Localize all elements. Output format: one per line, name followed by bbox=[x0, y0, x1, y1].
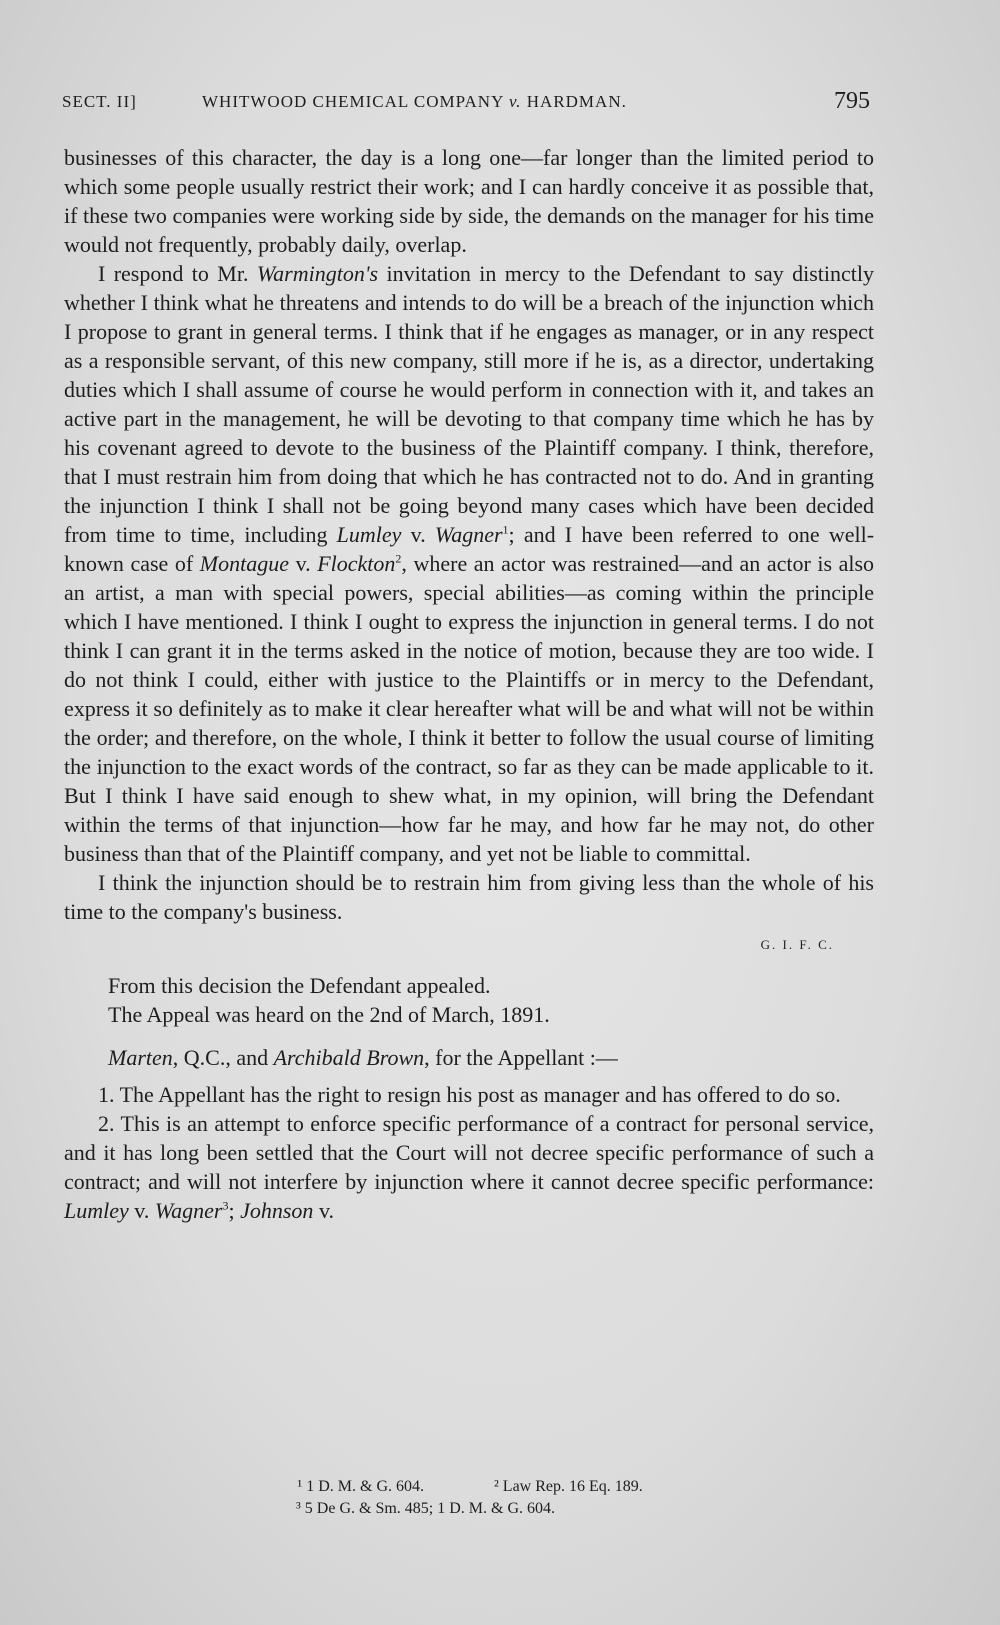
arg2-case2-versus: v. bbox=[318, 1198, 335, 1223]
page-number: 795 bbox=[834, 88, 870, 114]
case-title-plaintiff: WHITWOOD CHEMICAL COMPANY bbox=[202, 92, 504, 111]
p2-case1-versus: v. bbox=[410, 522, 426, 547]
p2-text-b: invitation in mercy to the Defendant to say distinctly whether I think what he threatens and intends to do will be a breach of the injunction which I propose to grant in general terms. I think that if he engages as manager, or in any respect as a responsible servant, of this new company, still more if he is, as a director, undertaking duties which I shall assume of course he would perform in connection with it, and takes an active part in the management, he will be devoting to that company time which he has by his covenant agreed to devote to the business of the Plaintiff company. I think, therefore, that I must restrain him from doing that which he has contracted not to do. And in granting the injunction I think I shall not be going beyond many cases which have been decided from time to time, including bbox=[64, 261, 875, 547]
case-title-versus: v. bbox=[508, 92, 522, 111]
paragraph-1: businesses of this character, the day is a long one—far longer than the limited period to which some people usually restrict their work; and I can hardly conceive it as possible that, if these two companies were working side by side, the demands on the manager for his time would not frequently, probably daily, overlap. bbox=[64, 145, 874, 257]
arg2-case2-party-a: Johnson bbox=[240, 1198, 314, 1223]
argument-1: 1. The Appellant has the right to resign his post as manager and has offered to do so. bbox=[98, 1082, 841, 1107]
paragraph-2 bbox=[64, 259, 874, 868]
footnotes bbox=[64, 1476, 874, 1520]
p2-case2-party-a: Montague bbox=[199, 551, 289, 576]
appeal-line-2: The Appeal was heard on the 2nd of March, 1891. bbox=[108, 1002, 550, 1027]
arg2-text: 2. This is an attempt to enforce specific performance of a contract for personal service, and it has long been settled that the Court will not decree specific performance of such a contract; and will not interfere by injunction where it cannot decree specific performance: bbox=[64, 1111, 874, 1194]
counsel-line bbox=[64, 1043, 874, 1072]
footnote-1: ¹ 1 D. M. & G. 604. bbox=[297, 1478, 424, 1495]
p2-case1-party-a: Lumley bbox=[336, 522, 402, 547]
paragraph-3: I think the injunction should be to restrain him from giving less than the whole of his time to the company's business. bbox=[64, 870, 874, 924]
p2-text-a: I respond to Mr. bbox=[98, 261, 249, 286]
footnote-row-1 bbox=[64, 1476, 874, 1498]
case-title bbox=[202, 92, 627, 112]
footnote-ref-1[interactable]: 1 bbox=[502, 522, 509, 537]
section-label: SECT. II] bbox=[62, 92, 137, 111]
arg2-case-party-b: Wagner bbox=[154, 1198, 223, 1223]
arg2-case-party-a: Lumley bbox=[64, 1198, 129, 1223]
p2-case2-versus: v. bbox=[295, 551, 311, 576]
argument-2 bbox=[64, 1109, 874, 1225]
main-text bbox=[64, 143, 874, 1225]
footnote-2: ² Law Rep. 16 Eq. 189. bbox=[494, 1478, 643, 1495]
appeal-line-1: From this decision the Defendant appealed. bbox=[108, 973, 491, 998]
arg2-separator: ; bbox=[228, 1198, 235, 1223]
counsel-name-1: Marten bbox=[108, 1045, 173, 1070]
judge-initials: G. I. F. C. bbox=[760, 937, 834, 952]
footnote-ref-3[interactable]: 3 bbox=[222, 1198, 229, 1213]
p2-case1-party-b: Wagner bbox=[434, 522, 503, 547]
case-title-defendant: HARDMAN. bbox=[526, 92, 627, 111]
running-header bbox=[62, 88, 870, 118]
p2-counsel-name: Warmington's bbox=[256, 261, 379, 286]
counsel-text-1: , Q.C., and bbox=[172, 1045, 269, 1070]
p2-text-d: , where an actor was restrained—and an actor is also an artist, a man with special powers, special abilities—as coming within the principle which I have mentioned. I think I ought to express the injunction in general terms. I do not think I can grant it in the terms asked in the notice of motion, because they are too wide. I do not think I could, either with justice to the Plaintiffs or in mercy to the Defendant, express it so definitely as to make it clear hereafter what will be and what will not be within the order; and therefore, on the whole, I think it better to follow the usual course of limiting the injunction to the exact words of the contract, so far as they can be made applicable to it. But I think I have said enough to shew what, in my opinion, will bring the Defendant within the terms of that injunction—how far he may, and how far he may not, do other business than that of the Plaintiff company, and yet not be liable to committal. bbox=[64, 551, 875, 866]
arg2-case-versus: v. bbox=[134, 1198, 150, 1223]
footnote-3: ³ 5 De G. & Sm. 485; 1 D. M. & G. 604. bbox=[296, 1500, 556, 1517]
footnote-ref-2[interactable]: 2 bbox=[395, 551, 402, 566]
p2-case2-party-b: Flockton bbox=[317, 551, 396, 576]
p2-text-c: ; and I have been referred to one well-known case of bbox=[64, 522, 875, 576]
counsel-text-2: , for the Appellant :— bbox=[424, 1045, 618, 1070]
counsel-name-2: Archibald Brown bbox=[273, 1045, 425, 1070]
